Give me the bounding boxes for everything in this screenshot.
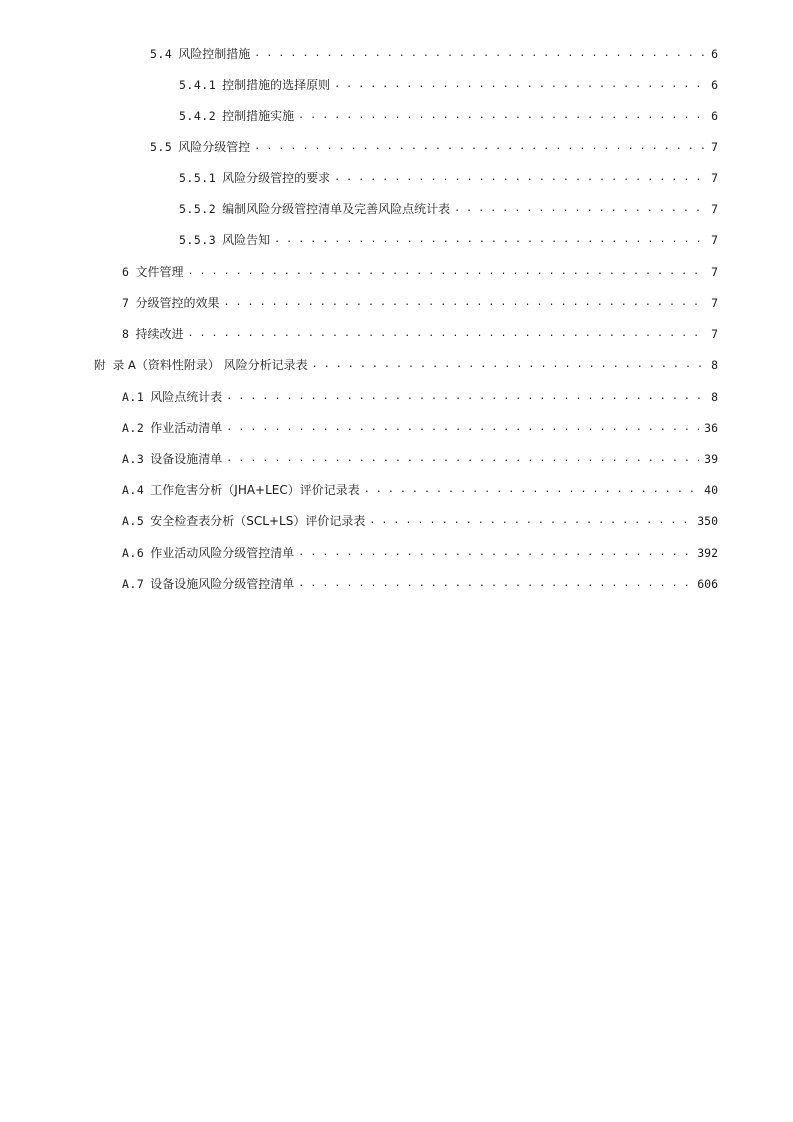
toc-entry-page: 7 <box>711 326 718 341</box>
toc-entry-number: A.2 <box>122 420 145 435</box>
toc-entry-page: 8 <box>711 389 718 404</box>
toc-leader-dots <box>334 77 706 93</box>
toc-entry-title: 作业活动清单 <box>150 420 223 435</box>
toc-leader-dots <box>312 357 706 373</box>
toc-leader-dots <box>298 576 692 592</box>
toc-leader-dots <box>226 389 706 405</box>
toc-entry-title: 设备设施风险分级管控清单 <box>150 576 295 591</box>
toc-leader-dots <box>454 201 706 217</box>
toc-entry-number: A.1 <box>122 389 145 404</box>
toc-entry-number: 7 <box>122 295 130 310</box>
toc-entry[interactable] <box>179 69 718 100</box>
toc-entry-title: 分级管控的效果 <box>135 295 220 310</box>
toc-entry-page: 350 <box>697 513 718 528</box>
toc-entry-number: A.7 <box>122 576 145 591</box>
toc-entry-title: 安全检查表分析（SCL+LS）评价记录表 <box>150 513 366 528</box>
toc-entry-page: 7 <box>711 295 718 310</box>
toc-entry-number: A.3 <box>122 451 145 466</box>
toc-entry[interactable] <box>122 318 718 349</box>
toc-entry[interactable] <box>122 443 718 474</box>
toc-leader-dots <box>254 139 706 155</box>
toc-entry-number: 5.5.3 <box>179 232 217 247</box>
toc-entry-number: 5.5 <box>150 139 173 154</box>
toc-leader-dots <box>274 232 706 248</box>
toc-entry-title: 设备设施清单 <box>150 451 223 466</box>
toc-entry-page: 7 <box>711 232 718 247</box>
toc-entry[interactable] <box>179 100 718 131</box>
toc-entry-title: 文件管理 <box>135 264 184 279</box>
toc-entry-title: 控制措施的选择原则 <box>222 77 331 92</box>
toc-entry-number: 6 <box>122 264 130 279</box>
toc-entry-page: 39 <box>704 451 718 466</box>
toc-entry-page: 6 <box>711 77 718 92</box>
toc-entry-number: 8 <box>122 326 130 341</box>
toc-entry[interactable] <box>179 224 718 255</box>
toc-entry-number: 5.4.1 <box>179 77 217 92</box>
toc-entry-number: A.6 <box>122 545 145 560</box>
toc-entry-number: 5.4 <box>150 46 173 61</box>
toc-entry-title: 工作危害分析（JHA+LEC）评价记录表 <box>150 482 360 497</box>
toc-entry[interactable] <box>122 568 718 599</box>
toc-entry-page: 6 <box>711 46 718 61</box>
toc-entry[interactable] <box>122 381 718 412</box>
toc-entry-number: 5.5.2 <box>179 201 217 216</box>
toc-entry-page: 36 <box>704 420 718 435</box>
toc-entry-number: 5.4.2 <box>179 108 217 123</box>
toc-entry-page: 392 <box>697 545 718 560</box>
toc-entry-page: 6 <box>711 108 718 123</box>
toc-entry-page: 8 <box>711 357 718 372</box>
toc-entry-title: 持续改进 <box>135 326 184 341</box>
toc-entry[interactable] <box>122 256 718 287</box>
toc-leader-dots <box>334 170 706 186</box>
toc-entry[interactable] <box>122 474 718 505</box>
toc-entry-number: A.4 <box>122 482 145 497</box>
toc-entry-page: 7 <box>711 170 718 185</box>
toc-entry-title: 控制措施实施 <box>222 108 295 123</box>
toc-leader-dots <box>187 326 706 342</box>
toc-entry-page: 7 <box>711 139 718 154</box>
toc-entry[interactable] <box>179 162 718 193</box>
toc-entry-title: 编制风险分级管控清单及完善风险点统计表 <box>222 201 451 216</box>
toc-entry-number: 5.5.1 <box>179 170 217 185</box>
toc-entry-number: 附 录 A <box>94 357 136 372</box>
toc-entry-page: 7 <box>711 264 718 279</box>
toc-entry[interactable] <box>179 193 718 224</box>
toc-leader-dots <box>226 451 699 467</box>
toc-entry[interactable] <box>150 38 718 69</box>
toc-leader-dots <box>187 264 706 280</box>
toc-entry-number: A.5 <box>122 513 145 528</box>
toc-entry-title: 风险点统计表 <box>150 389 223 404</box>
toc-entry[interactable] <box>122 505 718 536</box>
toc-entry-title: （资料性附录） 风险分析记录表 <box>135 357 308 372</box>
toc-entry-appendix[interactable] <box>94 349 718 380</box>
toc-entry[interactable] <box>122 412 718 443</box>
toc-entry-title: 作业活动风险分级管控清单 <box>150 545 295 560</box>
toc-entry-title: 风险告知 <box>222 232 271 247</box>
toc-leader-dots <box>298 108 706 124</box>
toc-leader-dots <box>369 513 692 529</box>
toc-entry-page: 606 <box>697 576 718 591</box>
toc-entry-page: 7 <box>711 201 718 216</box>
toc-leader-dots <box>223 295 706 311</box>
toc-entry[interactable] <box>122 537 718 568</box>
toc-leader-dots <box>226 420 699 436</box>
toc-entry[interactable] <box>150 131 718 162</box>
toc-entry-title: 风险分级管控的要求 <box>222 170 331 185</box>
toc-entry-page: 40 <box>704 482 718 497</box>
toc-entry[interactable] <box>122 287 718 318</box>
toc-entry-title: 风险分级管控 <box>178 139 251 154</box>
toc-entry-title: 风险控制措施 <box>178 46 251 61</box>
toc-leader-dots <box>298 545 692 561</box>
toc-leader-dots <box>364 482 699 498</box>
toc-leader-dots <box>254 46 706 62</box>
